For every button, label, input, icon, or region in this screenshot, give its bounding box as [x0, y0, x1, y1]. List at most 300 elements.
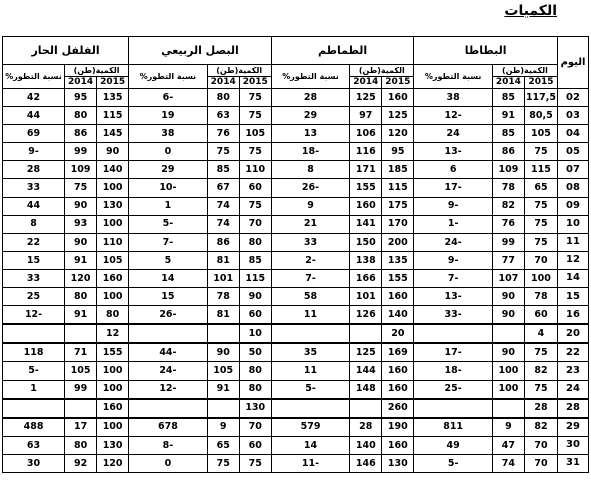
table-row — [3, 251, 589, 269]
quantity-cell: 171 — [350, 161, 382, 179]
growth-rate-cell: 11 — [271, 362, 350, 380]
quantity-cell: 260 — [382, 399, 414, 418]
growth-rate-cell: -17 — [414, 179, 493, 197]
growth-rate-cell: 1 — [129, 197, 208, 215]
quantity-cell: 130 — [97, 197, 129, 215]
quantity-cell: 90 — [65, 197, 97, 215]
growth-rate-cell: -5 — [271, 380, 350, 399]
quantity-cell: 77 — [492, 251, 524, 269]
quantity-cell: 85 — [207, 161, 239, 179]
quantity-cell: 115 — [382, 179, 414, 197]
quantity-cell: 115 — [239, 269, 271, 287]
quantity-cell: 100 — [97, 418, 129, 437]
quantity-cell: 85 — [492, 89, 524, 107]
quantity-cell: 92 — [65, 454, 97, 472]
growth-rate-cell: -24 — [129, 362, 208, 380]
quantity-cell: 20 — [382, 324, 414, 343]
quantity-header: الكمية(طن) — [207, 65, 271, 77]
growth-rate-cell: 69 — [3, 125, 65, 143]
product-header: البطاطا — [414, 37, 558, 65]
quantity-cell: 125 — [350, 343, 382, 362]
table-row — [3, 161, 589, 179]
product-header: الفلفل الحار — [3, 37, 129, 65]
growth-rate-header: نسبة التطور% — [129, 65, 208, 89]
table-row — [3, 362, 589, 380]
quantity-cell: 90 — [492, 306, 524, 325]
quantity-cell — [207, 399, 239, 418]
quantity-cell: 17 — [65, 418, 97, 437]
day-cell: 30 — [558, 436, 589, 454]
quantity-cell: 74 — [207, 215, 239, 233]
quantity-cell: 140 — [350, 436, 382, 454]
quantity-cell: 140 — [97, 161, 129, 179]
growth-rate-cell: 28 — [3, 161, 65, 179]
year-header: 2015 — [97, 77, 129, 89]
quantity-cell: 75 — [524, 233, 557, 251]
quantity-cell: 78 — [207, 288, 239, 306]
growth-rate-cell: 25 — [3, 288, 65, 306]
quantity-cell: 141 — [350, 215, 382, 233]
quantity-cell: 148 — [350, 380, 382, 399]
quantity-cell: 138 — [350, 251, 382, 269]
quantities-table — [2, 36, 589, 473]
growth-rate-cell: -7 — [129, 233, 208, 251]
growth-rate-cell: 0 — [129, 143, 208, 161]
growth-rate-cell — [271, 324, 350, 343]
quantity-cell: 155 — [382, 269, 414, 287]
growth-rate-cell: -26 — [271, 179, 350, 197]
growth-rate-cell: -5 — [3, 362, 65, 380]
quantity-cell: 155 — [97, 343, 129, 362]
quantity-cell: 150 — [350, 233, 382, 251]
growth-rate-cell: 24 — [414, 125, 493, 143]
quantity-cell: 107 — [492, 269, 524, 287]
table-row — [3, 436, 589, 454]
day-cell: 24 — [558, 380, 589, 399]
growth-rate-header: نسبة التطور% — [3, 65, 65, 89]
table-row — [3, 418, 589, 437]
quantity-cell: 86 — [207, 233, 239, 251]
growth-rate-cell — [414, 324, 493, 343]
growth-rate-cell: -12 — [414, 107, 493, 125]
quantity-cell: 93 — [65, 215, 97, 233]
quantity-cell — [207, 324, 239, 343]
growth-rate-cell: 44 — [3, 197, 65, 215]
quantity-cell: 100 — [97, 380, 129, 399]
quantity-cell: 97 — [350, 107, 382, 125]
growth-rate-cell: -24 — [414, 233, 493, 251]
quantity-cell: 75 — [239, 143, 271, 161]
quantity-cell: 75 — [524, 143, 557, 161]
quantity-cell: 105 — [207, 362, 239, 380]
growth-rate-cell: 9 — [271, 197, 350, 215]
growth-rate-cell: 21 — [271, 215, 350, 233]
day-cell: 04 — [558, 125, 589, 143]
quantity-cell: 80 — [97, 306, 129, 325]
year-header: 2015 — [239, 77, 271, 89]
quantity-cell: 116 — [350, 143, 382, 161]
quantity-cell: 100 — [492, 380, 524, 399]
quantity-cell: 80 — [239, 362, 271, 380]
growth-rate-cell: -11 — [271, 454, 350, 472]
growth-rate-cell: 579 — [271, 418, 350, 437]
quantity-cell: 145 — [97, 125, 129, 143]
quantity-cell: 100 — [97, 288, 129, 306]
growth-rate-cell: -5 — [129, 215, 208, 233]
quantity-cell: 185 — [382, 161, 414, 179]
quantity-cell: 130 — [97, 436, 129, 454]
quantity-cell — [65, 324, 97, 343]
quantity-cell: 50 — [239, 343, 271, 362]
quantity-cell: 10 — [239, 324, 271, 343]
quantity-cell: 120 — [65, 269, 97, 287]
growth-rate-cell: -18 — [414, 362, 493, 380]
quantity-cell: 9 — [207, 418, 239, 437]
growth-rate-cell: 29 — [129, 161, 208, 179]
quantity-cell: 109 — [492, 161, 524, 179]
growth-rate-cell: 38 — [129, 125, 208, 143]
quantity-cell: 135 — [382, 251, 414, 269]
growth-rate-cell: 678 — [129, 418, 208, 437]
table-row — [3, 215, 589, 233]
quantity-cell: 146 — [350, 454, 382, 472]
day-cell: 03 — [558, 107, 589, 125]
growth-rate-cell: 8 — [271, 161, 350, 179]
quantity-cell: 28 — [350, 418, 382, 437]
quantity-cell: 80 — [239, 233, 271, 251]
quantity-cell: 81 — [207, 251, 239, 269]
table-row — [3, 125, 589, 143]
quantity-cell: 160 — [382, 362, 414, 380]
quantity-cell: 82 — [524, 418, 557, 437]
day-cell: 22 — [558, 343, 589, 362]
growth-rate-header: نسبة التطور% — [271, 65, 350, 89]
growth-rate-cell: -9 — [414, 251, 493, 269]
quantity-cell: 110 — [239, 161, 271, 179]
growth-rate-cell: 58 — [271, 288, 350, 306]
quantity-cell: 75 — [239, 89, 271, 107]
quantity-cell: 91 — [207, 380, 239, 399]
growth-rate-cell — [271, 399, 350, 418]
day-cell: 31 — [558, 454, 589, 472]
table-row — [3, 454, 589, 472]
quantity-cell: 135 — [97, 89, 129, 107]
growth-rate-cell: -5 — [414, 454, 493, 472]
quantity-header: الكمية(طن) — [65, 65, 129, 77]
quantity-cell: 75 — [524, 380, 557, 399]
quantity-cell: 100 — [524, 269, 557, 287]
quantity-cell: 70 — [239, 215, 271, 233]
quantity-cell: 126 — [350, 306, 382, 325]
quantity-cell: 90 — [239, 288, 271, 306]
quantity-cell: 86 — [65, 125, 97, 143]
quantity-cell: 100 — [97, 215, 129, 233]
quantity-cell: 106 — [350, 125, 382, 143]
quantity-cell: 60 — [239, 306, 271, 325]
quantity-cell: 169 — [382, 343, 414, 362]
growth-rate-cell: -12 — [129, 380, 208, 399]
quantity-cell: 170 — [382, 215, 414, 233]
day-cell: 23 — [558, 362, 589, 380]
quantity-cell: 47 — [492, 436, 524, 454]
growth-rate-cell: -13 — [414, 143, 493, 161]
table-row — [3, 89, 589, 107]
quantity-cell: 105 — [97, 251, 129, 269]
quantity-cell: 70 — [524, 454, 557, 472]
table-row — [3, 197, 589, 215]
quantity-cell: 74 — [207, 197, 239, 215]
year-header: 2014 — [65, 77, 97, 89]
quantity-cell: 160 — [382, 380, 414, 399]
quantity-cell: 105 — [65, 362, 97, 380]
quantity-cell: 28 — [524, 399, 557, 418]
growth-rate-cell: 11 — [271, 306, 350, 325]
quantity-cell — [65, 399, 97, 418]
quantity-cell: 71 — [65, 343, 97, 362]
quantity-cell: 160 — [97, 399, 129, 418]
quantity-cell: 110 — [97, 233, 129, 251]
quantity-cell: 82 — [492, 197, 524, 215]
quantity-cell: 80 — [65, 436, 97, 454]
quantity-cell: 175 — [382, 197, 414, 215]
quantity-cell: 140 — [382, 306, 414, 325]
growth-rate-cell: -6 — [129, 89, 208, 107]
quantity-cell: 75 — [524, 343, 557, 362]
growth-rate-cell: 811 — [414, 418, 493, 437]
growth-rate-cell: -1 — [414, 215, 493, 233]
growth-rate-cell: 29 — [271, 107, 350, 125]
growth-rate-cell: 35 — [271, 343, 350, 362]
growth-rate-cell: 33 — [3, 269, 65, 287]
growth-rate-cell: 63 — [3, 436, 65, 454]
quantity-cell: 80,5 — [524, 107, 557, 125]
day-cell: 14 — [558, 269, 589, 287]
growth-rate-cell: -44 — [129, 343, 208, 362]
quantity-cell: 160 — [97, 269, 129, 287]
quantity-cell: 120 — [382, 125, 414, 143]
quantity-cell: 160 — [350, 197, 382, 215]
quantity-cell: 125 — [382, 107, 414, 125]
quantity-cell: 90 — [97, 143, 129, 161]
quantity-cell: 60 — [524, 306, 557, 325]
quantity-cell: 99 — [492, 233, 524, 251]
quantity-cell: 155 — [350, 179, 382, 197]
growth-rate-cell: -33 — [414, 306, 493, 325]
quantity-cell: 109 — [65, 161, 97, 179]
growth-rate-cell: -8 — [129, 436, 208, 454]
day-cell: 09 — [558, 197, 589, 215]
growth-rate-cell: 15 — [129, 288, 208, 306]
table-row — [3, 306, 589, 325]
growth-rate-cell: 6 — [414, 161, 493, 179]
growth-rate-header: نسبة التطور% — [414, 65, 493, 89]
quantity-cell: 74 — [492, 454, 524, 472]
quantity-cell: 63 — [207, 107, 239, 125]
quantity-cell — [350, 324, 382, 343]
quantity-cell: 12 — [97, 324, 129, 343]
quantity-cell: 82 — [524, 362, 557, 380]
day-cell: 12 — [558, 251, 589, 269]
growth-rate-cell: 44 — [3, 107, 65, 125]
growth-rate-cell: -9 — [3, 143, 65, 161]
quantity-header: الكمية(طن) — [492, 65, 557, 77]
day-cell: 16 — [558, 306, 589, 325]
quantity-cell: 90 — [65, 233, 97, 251]
quantity-cell: 60 — [239, 436, 271, 454]
growth-rate-cell: 42 — [3, 89, 65, 107]
product-header: البصل الربيعي — [129, 37, 272, 65]
growth-rate-cell: -18 — [271, 143, 350, 161]
table-row — [3, 233, 589, 251]
growth-rate-cell: -25 — [414, 380, 493, 399]
quantity-cell: 99 — [65, 380, 97, 399]
quantity-cell — [350, 399, 382, 418]
growth-rate-cell: 22 — [3, 233, 65, 251]
growth-rate-cell: 5 — [129, 251, 208, 269]
quantity-cell: 95 — [65, 89, 97, 107]
quantity-cell: 86 — [492, 143, 524, 161]
growth-rate-cell: 38 — [414, 89, 493, 107]
growth-rate-cell: 30 — [3, 454, 65, 472]
table-row — [3, 179, 589, 197]
table-row — [3, 324, 589, 343]
quantity-cell: 160 — [382, 436, 414, 454]
day-cell: 15 — [558, 288, 589, 306]
quantity-cell: 75 — [65, 179, 97, 197]
growth-rate-cell: 1 — [3, 380, 65, 399]
day-cell: 02 — [558, 89, 589, 107]
quantity-cell: 80 — [207, 89, 239, 107]
quantity-cell: 101 — [207, 269, 239, 287]
year-header: 2014 — [207, 77, 239, 89]
growth-rate-cell: -13 — [414, 288, 493, 306]
growth-rate-cell: 8 — [3, 215, 65, 233]
growth-rate-cell: 33 — [3, 179, 65, 197]
quantity-cell: 105 — [524, 125, 557, 143]
quantity-cell: 85 — [239, 251, 271, 269]
quantity-cell: 75 — [239, 454, 271, 472]
growth-rate-cell: 14 — [129, 269, 208, 287]
quantity-cell: 91 — [65, 251, 97, 269]
day-cell: 29 — [558, 418, 589, 437]
quantity-cell: 90 — [492, 343, 524, 362]
quantity-cell: 130 — [382, 454, 414, 472]
quantity-cell: 70 — [239, 418, 271, 437]
page-title: الكميات — [504, 3, 557, 19]
day-cell: 07 — [558, 161, 589, 179]
quantity-cell: 85 — [492, 125, 524, 143]
quantity-cell: 65 — [524, 179, 557, 197]
quantity-cell: 75 — [239, 107, 271, 125]
quantity-cell: 125 — [350, 89, 382, 107]
quantity-cell: 80 — [239, 380, 271, 399]
quantity-cell: 117,5 — [524, 89, 557, 107]
growth-rate-cell: -7 — [414, 269, 493, 287]
quantity-cell: 75 — [239, 197, 271, 215]
year-header: 2015 — [382, 77, 414, 89]
quantity-header: الكمية(طن) — [350, 65, 414, 77]
growth-rate-cell: -10 — [129, 179, 208, 197]
quantity-cell: 90 — [207, 343, 239, 362]
quantity-cell: 130 — [239, 399, 271, 418]
day-header: اليوم — [558, 37, 589, 89]
growth-rate-cell: -17 — [414, 343, 493, 362]
quantity-cell: 95 — [382, 143, 414, 161]
quantity-cell: 76 — [492, 215, 524, 233]
quantity-cell: 78 — [492, 179, 524, 197]
quantity-cell: 190 — [382, 418, 414, 437]
quantity-cell: 160 — [382, 288, 414, 306]
quantity-cell: 75 — [207, 143, 239, 161]
quantity-cell: 105 — [239, 125, 271, 143]
day-cell: 11 — [558, 233, 589, 251]
quantity-cell: 101 — [350, 288, 382, 306]
table-row — [3, 399, 589, 418]
growth-rate-cell — [3, 399, 65, 418]
table-row — [3, 380, 589, 399]
growth-rate-cell: 28 — [271, 89, 350, 107]
growth-rate-cell: -12 — [3, 306, 65, 325]
table-row — [3, 107, 589, 125]
year-header: 2014 — [350, 77, 382, 89]
growth-rate-cell: 19 — [129, 107, 208, 125]
quantity-cell: 67 — [207, 179, 239, 197]
quantity-cell: 160 — [382, 89, 414, 107]
table-row — [3, 343, 589, 362]
growth-rate-cell: -26 — [129, 306, 208, 325]
growth-rate-cell — [129, 324, 208, 343]
growth-rate-cell: 14 — [271, 436, 350, 454]
quantity-cell: 115 — [97, 107, 129, 125]
quantity-cell: 166 — [350, 269, 382, 287]
day-cell: 28 — [558, 399, 589, 418]
growth-rate-cell — [414, 399, 493, 418]
quantity-cell: 60 — [239, 179, 271, 197]
product-header: الطماطم — [271, 37, 414, 65]
quantity-cell: 9 — [492, 418, 524, 437]
quantity-cell: 70 — [524, 436, 557, 454]
quantity-cell: 76 — [207, 125, 239, 143]
quantity-cell: 75 — [207, 454, 239, 472]
table-row — [3, 288, 589, 306]
growth-rate-cell — [129, 399, 208, 418]
quantity-cell: 115 — [524, 161, 557, 179]
quantity-cell: 90 — [492, 288, 524, 306]
growth-rate-cell — [3, 324, 65, 343]
year-header: 2014 — [492, 77, 524, 89]
growth-rate-cell: -2 — [271, 251, 350, 269]
quantity-cell: 144 — [350, 362, 382, 380]
quantity-cell — [492, 324, 524, 343]
quantity-cell: 100 — [97, 179, 129, 197]
table-row — [3, 269, 589, 287]
quantity-cell: 65 — [207, 436, 239, 454]
quantity-cell: 81 — [207, 306, 239, 325]
quantity-cell: 91 — [492, 107, 524, 125]
growth-rate-cell: 33 — [271, 233, 350, 251]
growth-rate-cell: 13 — [271, 125, 350, 143]
quantity-cell — [492, 399, 524, 418]
day-cell: 08 — [558, 179, 589, 197]
quantity-cell: 99 — [65, 143, 97, 161]
quantity-cell: 120 — [97, 454, 129, 472]
growth-rate-cell: 488 — [3, 418, 65, 437]
quantity-cell: 75 — [524, 197, 557, 215]
day-cell: 10 — [558, 215, 589, 233]
quantity-cell: 80 — [65, 107, 97, 125]
quantity-cell: 70 — [524, 251, 557, 269]
growth-rate-cell: 0 — [129, 454, 208, 472]
